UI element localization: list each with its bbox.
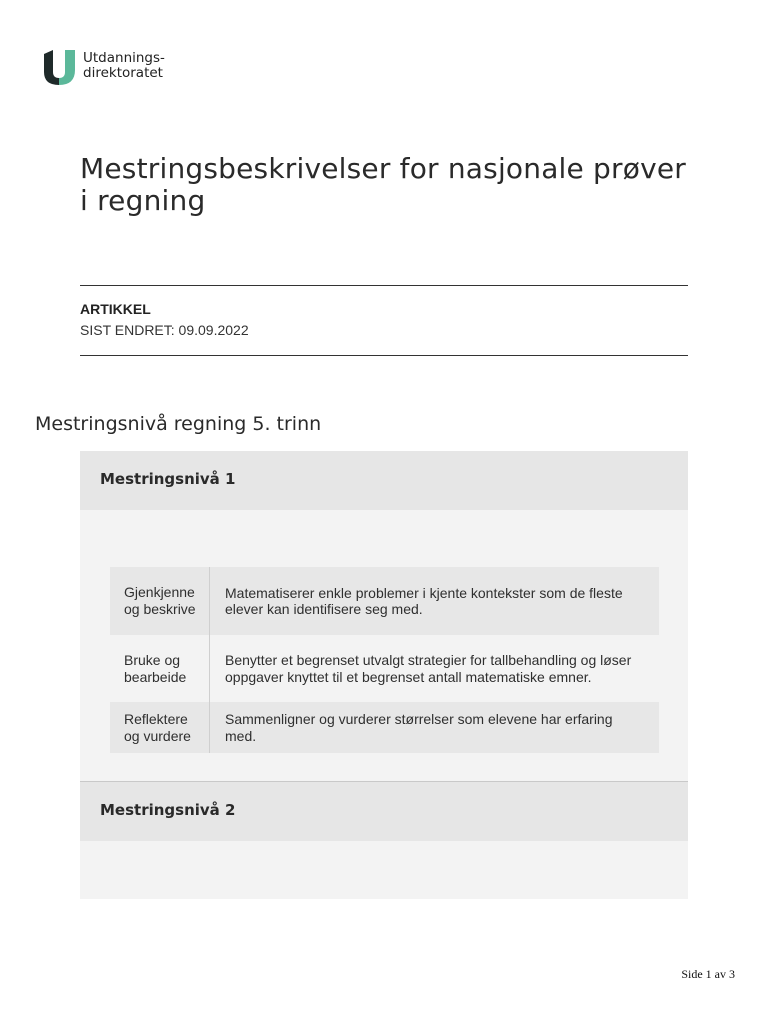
udir-logo: [44, 50, 184, 90]
level-2-title: Mestringsnivå 2: [100, 801, 236, 819]
competence-description: Matematiserer enkle problemer i kjente kontekster som de fleste elever kan identifisere seg med.: [225, 584, 623, 617]
competence-description: Benytter et begrenset utvalgt strategier for tallbehandling og løser oppgaver knyttet til et begrenset antall matematiske emner.: [225, 652, 632, 685]
last-modified-date: SIST ENDRET: 09.09.2022: [80, 322, 249, 338]
competence-description: Sammenligner og vurderer størrelser som elevene har erfaring med.: [225, 711, 613, 744]
competence-label: Gjenkjenne og beskrive: [110, 567, 210, 635]
competence-label: Bruke og bearbeide: [110, 635, 210, 702]
logo-line-1: Utdannings-: [83, 50, 165, 66]
udir-logo-icon: [44, 50, 76, 86]
logo-wordmark: [83, 51, 165, 81]
level-1-table: [110, 567, 659, 753]
top-rule: [80, 285, 688, 286]
page-number: Side 1 av 3: [681, 967, 735, 981]
table-row: [110, 635, 659, 702]
level-1-header[interactable]: [80, 451, 688, 510]
level-2-header[interactable]: [80, 782, 688, 841]
table-row: [110, 567, 659, 635]
section-heading: Mestringsnivå regning 5. trinn: [35, 413, 322, 435]
bottom-rule: [80, 355, 688, 356]
article-type-label: ARTIKKEL: [80, 301, 151, 317]
level-1-title: Mestringsnivå 1: [100, 470, 236, 488]
competence-label: Reflektere og vurdere: [110, 702, 210, 753]
page-title: Mestringsbeskrivelser for nasjonale prøver i regning: [80, 152, 686, 217]
logo-line-2: direktoratet: [83, 65, 163, 81]
table-row: [110, 702, 659, 753]
